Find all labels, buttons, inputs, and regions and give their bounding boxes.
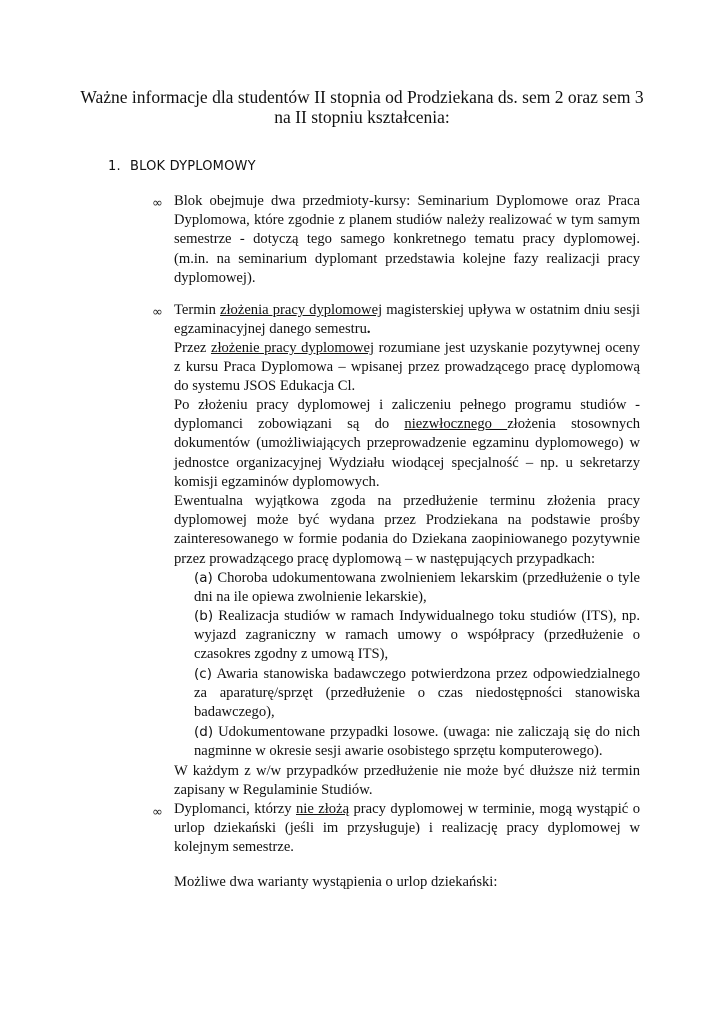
extension-limit-paragraph: W każdym z w/w przypadków przedłużenie nie może być dłuższe niż termin zapisany w Regulaminie Studiów. bbox=[174, 763, 640, 799]
section-number: 1. bbox=[108, 159, 121, 174]
submission-definition-paragraph: Przez złożenie pracy dyplomowej rozumiane jest uzyskanie pozytywnej oceny z kursu Praca Dyplomowa – wpisanej przez prowadzącego pracę dyplomową do systemu JSOS Edukacja Cl. bbox=[174, 340, 641, 395]
infinity-bullet-icon: ∞ bbox=[152, 305, 163, 320]
case-item-a: (a) Choroba udokumentowana zwolnieniem lekarskim (przedłużenie o tyle dni na ile opiewa zwolnienie lekarskie), bbox=[194, 570, 640, 606]
submission-deadline-paragraph: Termin złożenia pracy dyplomowej magisterskiej upływa w ostatnim dniu sesji egzaminacyjnej danego semestru. bbox=[174, 302, 641, 338]
block-description: Blok obejmuje dwa przedmioty-kursy: Seminarium Dyplomowe oraz Praca Dyplomowa, które zgodnie z planem studiów należy realizować w tym samym semestrze - dotyczą tego samego konkretnego tematu pracy dyplomowej. (m.in. na seminarium dyplomant przedstawia kolejne fazy realizacji pracy dyplomowej). bbox=[174, 193, 640, 286]
case-item-b: (b) Realizacja studiów w ramach Indywidualnego toku studiów (ITS), np. wyjazd zagraniczny w ramach umowy o współpracy (przedłużenie o czasokres zgodny z umową ITS), bbox=[194, 608, 640, 663]
case-item-d: (d) Udokumentowane przypadki losowe. (uwaga: nie zaliczają się do nich nagminne w okresie sesji awarie osobistego sprzętu komputerowego). bbox=[194, 724, 640, 760]
extension-paragraph: Ewentualna wyjątkowa zgoda na przedłużenie terminu złożenia pracy dyplomowej może być wydana przez Prodziekana na podstawie prośby zainteresowanego w formie podania do Dziekana zaopiniowanego pozytywnie przez prowadzącego pracę dyplomową – w następujących przypadkach: bbox=[174, 493, 640, 567]
case-item-c: (c) Awaria stanowiska badawczego potwierdzona przez odpowiedzialnego za aparaturę/sprzęt (przedłużenie o czas niedostępności stanowiska badawczego), bbox=[194, 666, 640, 721]
section-heading bbox=[108, 159, 256, 174]
page-title: Ważne informacje dla studentów II stopnia od Prodziekana ds. sem 2 oraz sem 3 na II stopniu kształcenia: bbox=[80, 87, 644, 127]
infinity-bullet-icon: ∞ bbox=[152, 196, 163, 211]
leave-variants-heading: Możliwe dwa warianty wystąpienia o urlop dziekański: bbox=[174, 874, 498, 890]
documents-paragraph: Po złożeniu pracy dyplomowej i zaliczeniu pełnego programu studiów - dyplomanci zobowiązani są do niezwłocznego złożenia stosownych dokumentów (umożliwiających przeprowadzenie egzaminu dyplomowego) w jednostce organizacyjnej Wydziału wiodącej specjalność – np. u sekretarzy komisji egzaminów dyplomowych. bbox=[174, 397, 640, 490]
section-title: BLOK DYPLOMOWY bbox=[130, 159, 256, 174]
infinity-bullet-icon: ∞ bbox=[152, 805, 163, 820]
leave-paragraph: Dyplomanci, którzy nie złożą pracy dyplomowej w terminie, mogą wystąpić o urlop dziekański (jeśli im przysługuje) i realizację pracy dyplomowej w kolejnym semestrze. bbox=[174, 801, 641, 856]
